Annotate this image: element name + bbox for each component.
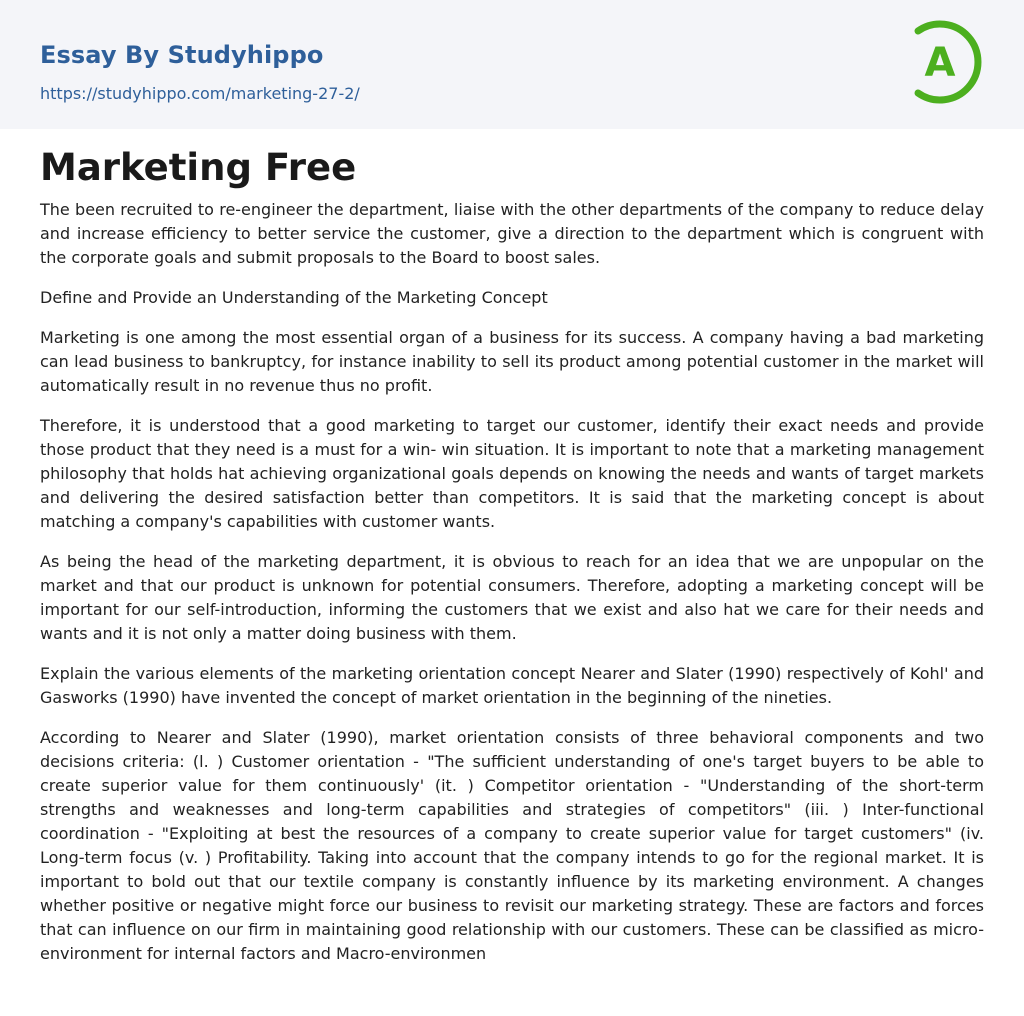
section-heading: Define and Provide an Understanding of the Marketing Concept: [40, 288, 548, 307]
site-header: [0, 0, 1024, 129]
article-title: Marketing Free: [40, 146, 357, 189]
article-paragraph: Marketing is one among the most essential organ of a business for its success. A company having a bad marketing can lead business to bankruptcy, for instance inability to sell its product among potential customer in the market will automatically result in no revenue thus no profit.: [40, 328, 984, 395]
article-content: [40, 140, 984, 982]
article-paragraph: Explain the various elements of the marketing orientation concept Nearer and Slater (1990) respectively of Kohl' and Gasworks (1990) have invented the concept of market orientation in the beginning of the nineties.: [40, 664, 984, 707]
svg-text:A: A: [924, 40, 956, 86]
article-paragraph: As being the head of the marketing department, it is obvious to reach for an idea that we are unpopular on the market and that our product is unknown for potential consumers. Therefore, adopting a marketing concept will be important for our self-introduction, informing the customers that we exist and also hat we care for their needs and wants and it is not only a matter doing business with them.: [40, 552, 984, 643]
brand-title[interactable]: Essay By Studyhippo: [40, 41, 324, 69]
essay-url-link[interactable]: https://studyhippo.com/marketing-27-2/: [40, 84, 360, 103]
article-paragraph: According to Nearer and Slater (1990), market orientation consists of three behavioral components and two decisions criteria: (l. ) Customer orientation - "The sufficient understanding of one's target buyers to be able to create superior value for them continuously' (it. ) Competitor orientation - "Understanding of the short-term strengths and weaknesses and long-term capabilities and strategies of competitors" (iii. ) Inter-functional coordination - "Exploiting at best the resources of a company to create superior value for target customers" (iv. Long-term focus (v. ) Profitability. Taking into account that the company intends to go for the regional market. It is important to bold out that our textile company is constantly influence by its marketing environment. A changes whether positive or negative might force our business to revisit our marketing strategy. These are factors and forces that can influence on our firm in maintaining good relationship with our customers. These can be classified as micro-environment for internal factors and Macro-environmen: [40, 728, 984, 963]
article-paragraph: Therefore, it is understood that a good marketing to target our customer, identify their exact needs and provide those product that they need is a must for a win- win situation. It is important to note that a marketing management philosophy that holds hat achieving organizational goals depends on knowing the needs and wants of target markets and delivering the desired satisfaction better than competitors. It is said that the marketing concept is about matching a company's capabilities with customer wants.: [40, 416, 984, 531]
studyhippo-logo-icon[interactable]: [898, 18, 986, 106]
article-paragraph: The been recruited to re-engineer the department, liaise with the other departments of the company to reduce delay and increase efficiency to better service the customer, give a direction to the department which is congruent with the corporate goals and submit proposals to the Board to boost sales.: [40, 200, 984, 267]
